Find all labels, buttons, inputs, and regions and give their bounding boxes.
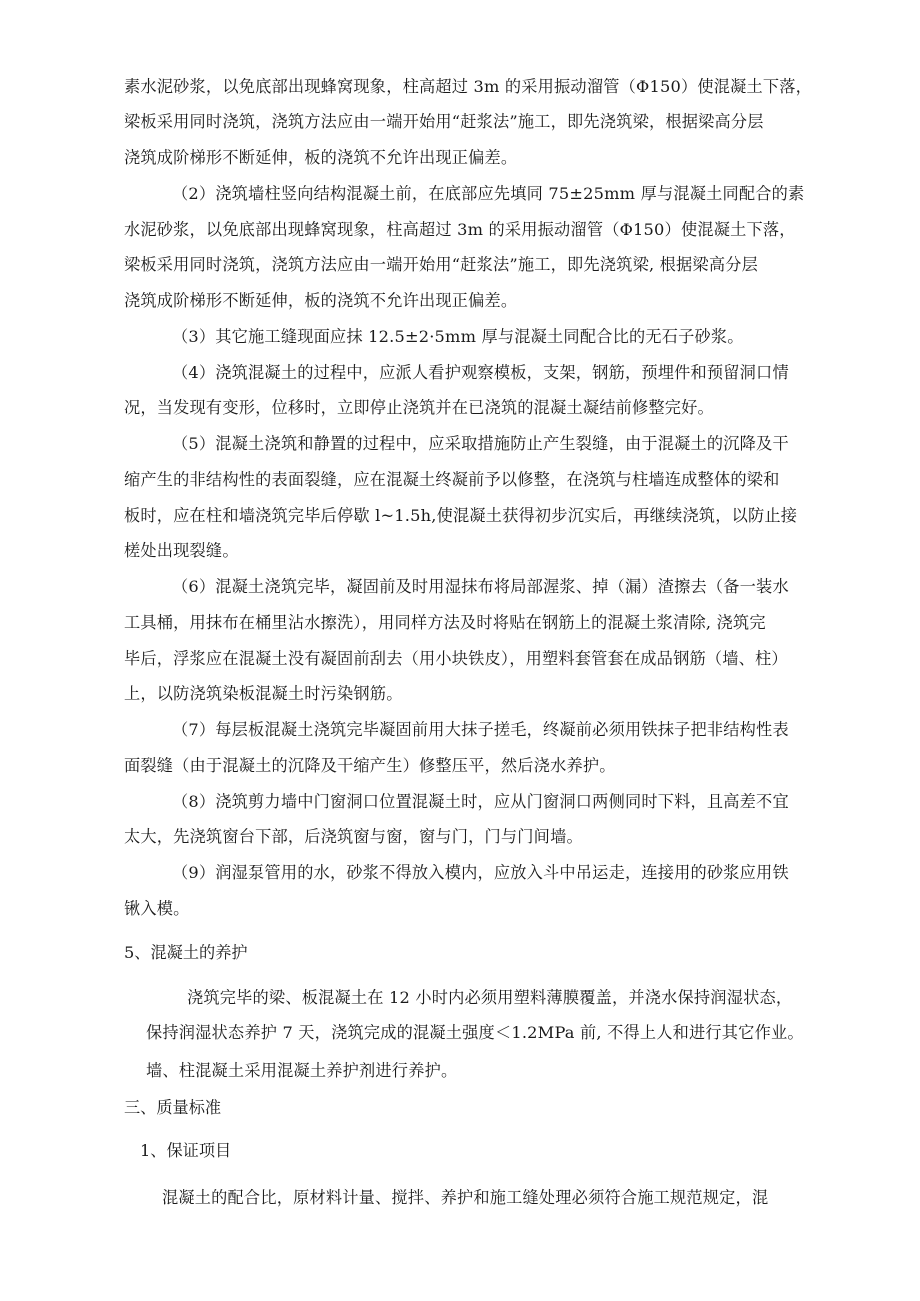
paragraph-4-line-1: （4）浇筑混凝土的过程中，应派人看护观察模板，支架，钢筋，预埋件和预留洞口情 [172,363,789,382]
quality-line-1: 混凝土的配合比，原材料计量、搅拌、养护和施工缝处理必须符合施工规范规定，混 [162,1188,769,1207]
paragraph-8-line-1: （8）浇筑剪力墙中门窗洞口位置混凝土时，应从门窗洞口两侧同时下料，且高差不宜 [172,792,789,811]
paragraph-2-line-4: 浇筑成阶梯形不断延伸，板的浇筑不允许出现正偏差。 [124,291,518,310]
paragraph-5-line-2: 缩产生的非结构性的表面裂缝，应在混凝土终凝前予以修整，在浇筑与柱墙连成整体的梁和 [124,470,780,489]
body-line-1: 素水泥砂浆，以免底部出现蜂窝现象，柱高超过 3m 的采用振动溜管（Φ150）使混凝土下落， [124,77,813,96]
paragraph-9-line-1: （9）润湿泵管用的水，砂浆不得放入模内，应放入斗中吊运走，连接用的砂浆应用铁 [172,863,789,882]
body-line-2: 梁板采用同时浇筑，浇筑方法应由一端开始用“赶浆法”施工，即先浇筑梁，根据梁高分层 [124,112,764,131]
paragraph-8-line-2: 太大，先浇筑窗台下部，后浇筑窗与窗，窗与门，门与门间墙。 [124,827,583,846]
body-line-3: 浇筑成阶梯形不断延伸，板的浇筑不允许出现正偏差。 [124,148,518,167]
curing-line-1: 浇筑完毕的梁、板混凝土在 12 小时内必须用塑料薄膜覆盖，并浇水保持润湿状态， [187,988,793,1007]
curing-line-3: 墙、柱混凝土采用混凝土养护剂进行养护。 [146,1061,458,1080]
paragraph-3-line-1: （3）其它施工缝现面应抹 12.5±2·5mm 厚与混凝土同配合比的无石子砂浆。 [172,327,744,346]
paragraph-9-line-2: 锹入模。 [124,899,190,918]
paragraph-5-line-4: 槎处出现裂缝。 [124,541,239,560]
paragraph-2-line-2: 水泥砂浆，以免底部出现蜂窝现象，柱高超过 3m 的采用振动溜管（Φ150）使混凝土下落， [124,220,796,239]
paragraph-2-line-1: （2）浇筑墙柱竖向结构混凝土前，在底部应先填同 75±25mm 厚与混凝土同配合的素 [172,184,805,203]
paragraph-2-line-3: 梁板采用同时浇筑，浇筑方法应由一端开始用“赶浆法”施工，即先浇筑梁, 根据梁高分层 [124,255,758,274]
paragraph-7-line-2: 面裂缝（由于混凝土的沉降及干缩产生）修整压平，然后浇水养护。 [124,756,616,775]
paragraph-6-line-2: 工具桶，用抹布在桶里沾水擦洗），用同样方法及时将贴在钢筋上的混凝土浆清除, 浇筑完 [124,613,766,632]
paragraph-7-line-1: （7）每层板混凝土浇筑完毕凝固前用大抹子搓毛，终凝前必须用铁抹子把非结构性表 [172,720,789,739]
paragraph-6-line-3: 毕后，浮浆应在混凝土没有凝固前刮去（用小块铁皮），用塑料套管套在成品钢筋（墙、柱） [124,649,788,668]
section-heading-quality-standard: 三、质量标准 [124,1098,222,1117]
paragraph-6-line-1: （6）混凝土浇筑完毕，凝固前及时用湿抹布将局部渥浆、掉（漏）渣擦去（备一装水 [172,577,789,596]
subsection-heading-guaranteed-items: 1、保证项目 [140,1141,232,1160]
paragraph-4-line-2: 况，当发现有变形，位移时，立即停止浇筑并在已浇筑的混凝土凝结前修整完好。 [124,398,714,417]
paragraph-6-line-4: 上，以防浇筑染板混凝土时污染钢筋。 [124,684,403,703]
section-heading-curing: 5、混凝土的养护 [124,943,248,962]
paragraph-5-line-1: （5）混凝土浇筑和静置的过程中，应采取措施防止产生裂缝，由于混凝土的沉降及干 [172,434,789,453]
paragraph-5-line-3: 板时，应在柱和墙浇筑完毕后停歇 l~1.5h,使混凝土获得初步沉实后，再继续浇筑，以防止接 [124,506,798,525]
curing-line-2: 保持润湿状态养护 7 天，浇筑完成的混凝土强度＜1.2MPa 前, 不得上人和进行其它作业。 [146,1023,804,1042]
